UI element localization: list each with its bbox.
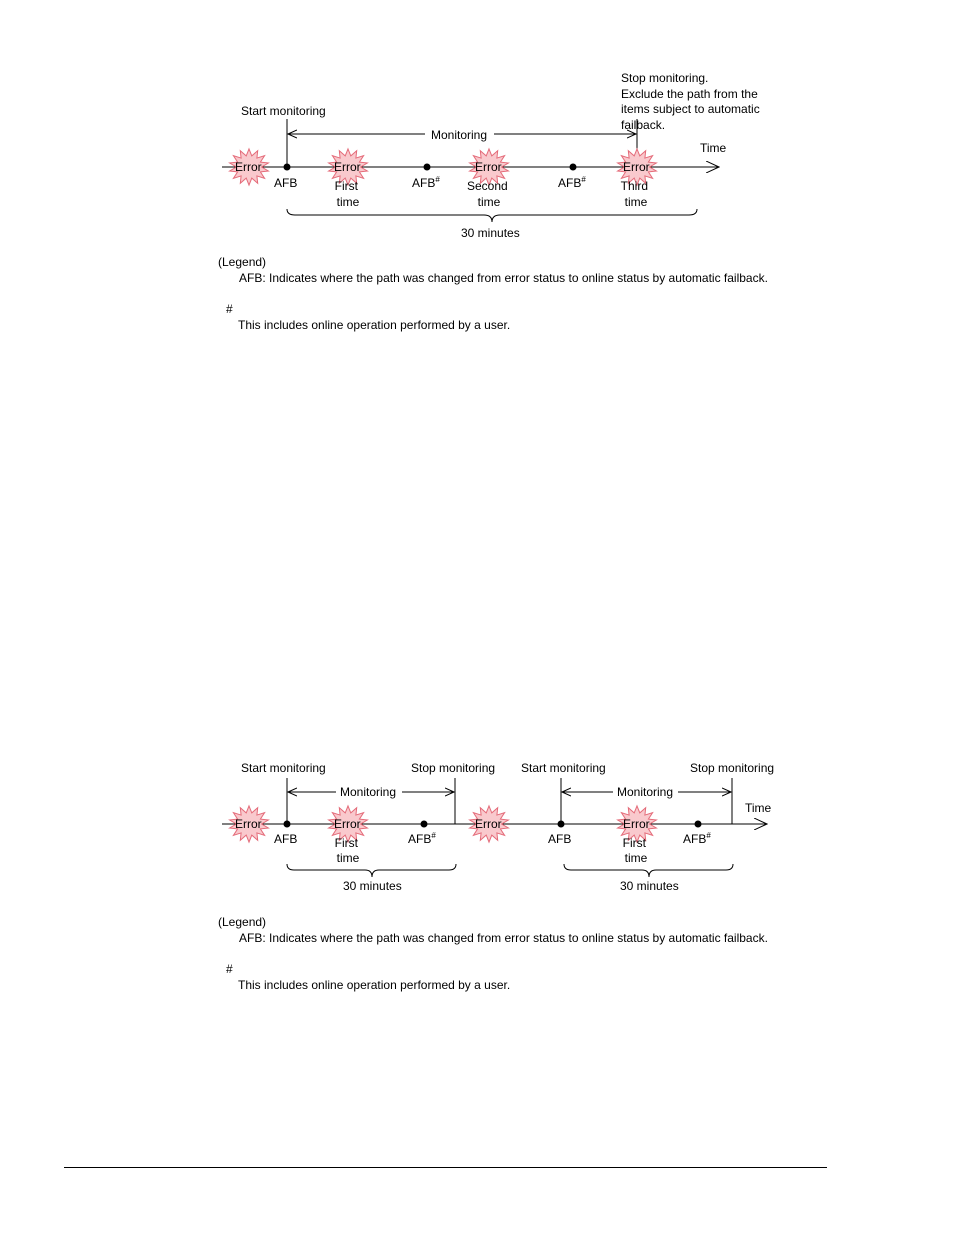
footer-rule: [64, 1167, 827, 1168]
afb-hash-label: [683, 831, 711, 846]
error-burst: [230, 149, 269, 185]
afb-point: [695, 821, 702, 828]
stop-line-3: items subject to automatic: [621, 102, 760, 116]
occ-line: time: [624, 851, 648, 865]
occurrence-label: [623, 836, 650, 865]
hash-superscript: #: [435, 175, 440, 184]
duration-label: 30 minutes: [461, 226, 520, 240]
occ-line: Second: [466, 179, 508, 193]
occ-line: Third: [620, 179, 648, 193]
stop-monitoring-label: Stop monitoring: [690, 761, 775, 775]
afb-point: [558, 821, 565, 828]
legend-hash-note: This includes online operation performed by a user.: [238, 318, 511, 332]
afb-hash-label: [558, 175, 586, 190]
duration-label: 30 minutes: [620, 879, 679, 893]
duration-label: 30 minutes: [343, 879, 402, 893]
time-label: Time: [700, 141, 727, 155]
legend-header: (Legend): [218, 255, 267, 269]
afb-point: [284, 821, 291, 828]
error-label: Error: [334, 817, 361, 831]
error-burst: [470, 806, 509, 842]
afb-point: [570, 164, 577, 171]
occ-line: time: [336, 195, 360, 209]
error-label: Error: [235, 817, 262, 831]
occ-line: time: [624, 195, 648, 209]
error-label: Error: [475, 817, 502, 831]
afb-label: AFB: [274, 832, 298, 846]
start-monitoring-label: Start monitoring: [241, 761, 326, 775]
hash-superscript: #: [706, 831, 711, 840]
occurrence-label: [621, 179, 652, 209]
diagram-1: [222, 71, 763, 240]
afb-label: AFB: [274, 176, 298, 190]
afb-point: [424, 164, 431, 171]
hash-superscript: #: [431, 831, 436, 840]
error-label: Error: [235, 160, 262, 174]
error-label: Error: [334, 160, 361, 174]
legend-afb-text: AFB: Indicates where the path was changed from error status to online status by automatic failback.: [239, 931, 768, 945]
afb-text: AFB: [412, 176, 436, 190]
afb-text: AFB: [558, 176, 582, 190]
occ-line: First: [622, 836, 646, 850]
afb-hash-label: [412, 175, 440, 190]
occurrence-label: [335, 179, 362, 209]
afb-text: AFB: [683, 832, 707, 846]
stop-monitoring-label: [621, 71, 763, 132]
afb-point: [421, 821, 428, 828]
start-monitoring-label: Start monitoring: [241, 104, 326, 118]
error-label: Error: [475, 160, 502, 174]
afb-point: [284, 164, 291, 171]
stop-line-4: failback.: [621, 118, 666, 132]
legend-hash-note: This includes online operation performed by a user.: [238, 978, 511, 992]
occ-line: time: [336, 851, 360, 865]
stop-monitoring-label: Stop monitoring: [411, 761, 496, 775]
start-monitoring-label: Start monitoring: [521, 761, 606, 775]
legend-hash-mark: #: [226, 962, 233, 976]
duration-brace: [564, 864, 733, 877]
error-label: Error: [623, 817, 650, 831]
legend-header: (Legend): [218, 915, 267, 929]
afb-hash-label: [408, 831, 436, 846]
time-label: Time: [745, 801, 772, 815]
error-burst: [230, 806, 269, 842]
duration-brace: [287, 864, 456, 877]
afb-text: AFB: [408, 832, 432, 846]
stop-line-1: Stop monitoring.: [621, 71, 709, 85]
occ-line: time: [477, 195, 501, 209]
legend-afb-text: AFB: Indicates where the path was changed from error status to online status by automatic failback.: [239, 271, 768, 285]
stop-line-2: Exclude the path from the: [621, 87, 758, 101]
occ-line: First: [334, 179, 358, 193]
duration-brace: [287, 209, 697, 222]
occurrence-label: [335, 836, 362, 865]
diagram-2: [222, 761, 774, 893]
occ-line: First: [334, 836, 358, 850]
monitoring-label: Monitoring: [617, 785, 674, 799]
legend-hash-mark: #: [226, 302, 233, 316]
hash-superscript: #: [581, 175, 586, 184]
occurrence-label: [467, 179, 511, 209]
monitoring-label: Monitoring: [340, 785, 397, 799]
afb-label: AFB: [548, 832, 572, 846]
monitoring-label: Monitoring: [431, 128, 488, 142]
error-label: Error: [623, 160, 650, 174]
